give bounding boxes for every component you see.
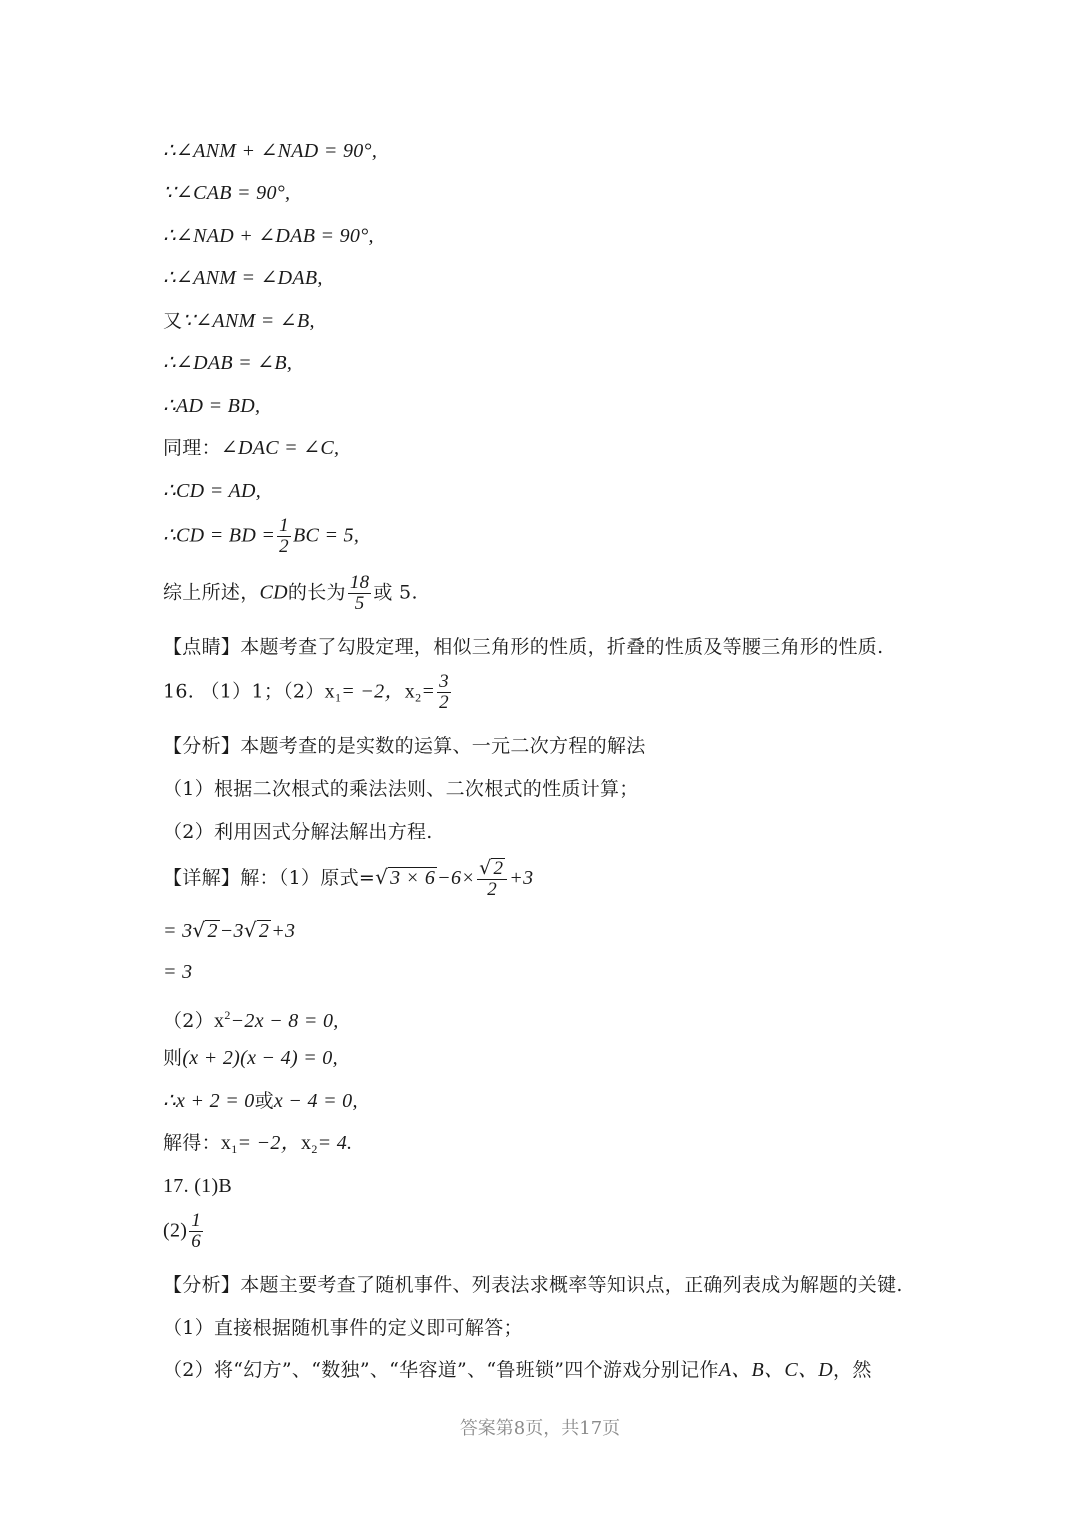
analysis-part-2: （2）利用因式分解法解出方程. — [163, 821, 433, 843]
roots-cases-line: ∴x + 2 = 0或x − 4 = 0, — [163, 1090, 358, 1112]
proof-line-1: ∴∠ANM + ∠NAD = 90°, — [163, 140, 378, 162]
sqrt-icon: √ — [192, 918, 206, 942]
sqrt-icon: √ — [375, 865, 389, 889]
calc-step-1: = 3√ 2 −3√ 2 +3 — [163, 918, 296, 942]
conclusion-line: 综上所述，CD的长为 $\frac{18}{5}$ 或 5. — [163, 572, 418, 614]
proof-line-9: ∴CD = AD, — [163, 480, 262, 502]
sqrt-icon: √ — [479, 857, 492, 879]
question-17-answer-1: 17. (1)B — [163, 1175, 233, 1197]
calc-step-2: = 3 — [163, 961, 193, 983]
analysis-heading-16: 【分析】本题考查的是实数的运算、一元二次方程的解法 — [163, 735, 646, 757]
fraction: $\frac{3}{2}$ — [439, 671, 449, 713]
proof-line-10: ∴CD = BD = $\frac{1}{2}$ BC = 5, — [163, 515, 360, 557]
detail-solution-line: 【详解】解：（1）原式=√ 3 × 6 −6× $\frac{√ 2}{2}$ +3 — [163, 857, 534, 900]
proof-line-6: ∴∠DAB = ∠B, — [163, 352, 293, 374]
question-17-answer-2: (2) $\frac{1}{6}$ — [163, 1210, 202, 1252]
dianjing-note: 【点睛】本题考查了勾股定理，相似三角形的性质，折叠的性质及等腰三角形的性质. — [163, 636, 884, 658]
analysis-17-part-2: （2）将“幻方”、“数独”、“华容道”、“鲁班锁”四个游戏分别记作A、B、C、D，然 — [163, 1359, 872, 1381]
fraction: $\frac{18}{5}$ — [349, 572, 370, 614]
analysis-heading-17: 【分析】本题主要考查了随机事件、列表法求概率等知识点，正确列表成为解题的关键. — [163, 1274, 903, 1296]
fraction: $\frac{√ 2}{2}$ — [477, 858, 507, 900]
proof-line-2: ∵∠CAB = 90°, — [163, 182, 291, 204]
proof-line-8: 同理：∠DAC = ∠C, — [163, 437, 340, 459]
analysis-17-part-1: （1）直接根据随机事件的定义即可解答； — [163, 1317, 523, 1339]
page-footer: 答案第8页，共17页 — [459, 1418, 621, 1439]
roots-result-line: 解得：$x_1= -2$，$x_2= 4$. — [163, 1132, 353, 1156]
question-16-answer: 16. （1）1；$(2)x_1= -2$，$x_2=$ $\frac{3}{2}$ — [163, 671, 449, 713]
fraction: $\frac{1}{2}$ — [279, 515, 289, 557]
sqrt-icon: √ — [243, 918, 257, 942]
proof-line-7: ∴AD = BD, — [163, 395, 261, 417]
analysis-part-1: （1）根据二次根式的乘法法则、二次根式的性质计算； — [163, 778, 639, 800]
factor-line: 则(x + 2)(x − 4) = 0, — [163, 1047, 338, 1069]
proof-line-3: ∴∠NAD + ∠DAB = 90°, — [163, 225, 374, 247]
proof-line-4: ∴∠ANM = ∠DAB, — [163, 267, 323, 289]
equation-line: $(2)x^2-2x - 8 = 0$, — [163, 1008, 339, 1032]
proof-line-5: 又∵∠ANM = ∠B, — [163, 310, 315, 332]
fraction: $\frac{1}{6}$ — [191, 1210, 202, 1252]
